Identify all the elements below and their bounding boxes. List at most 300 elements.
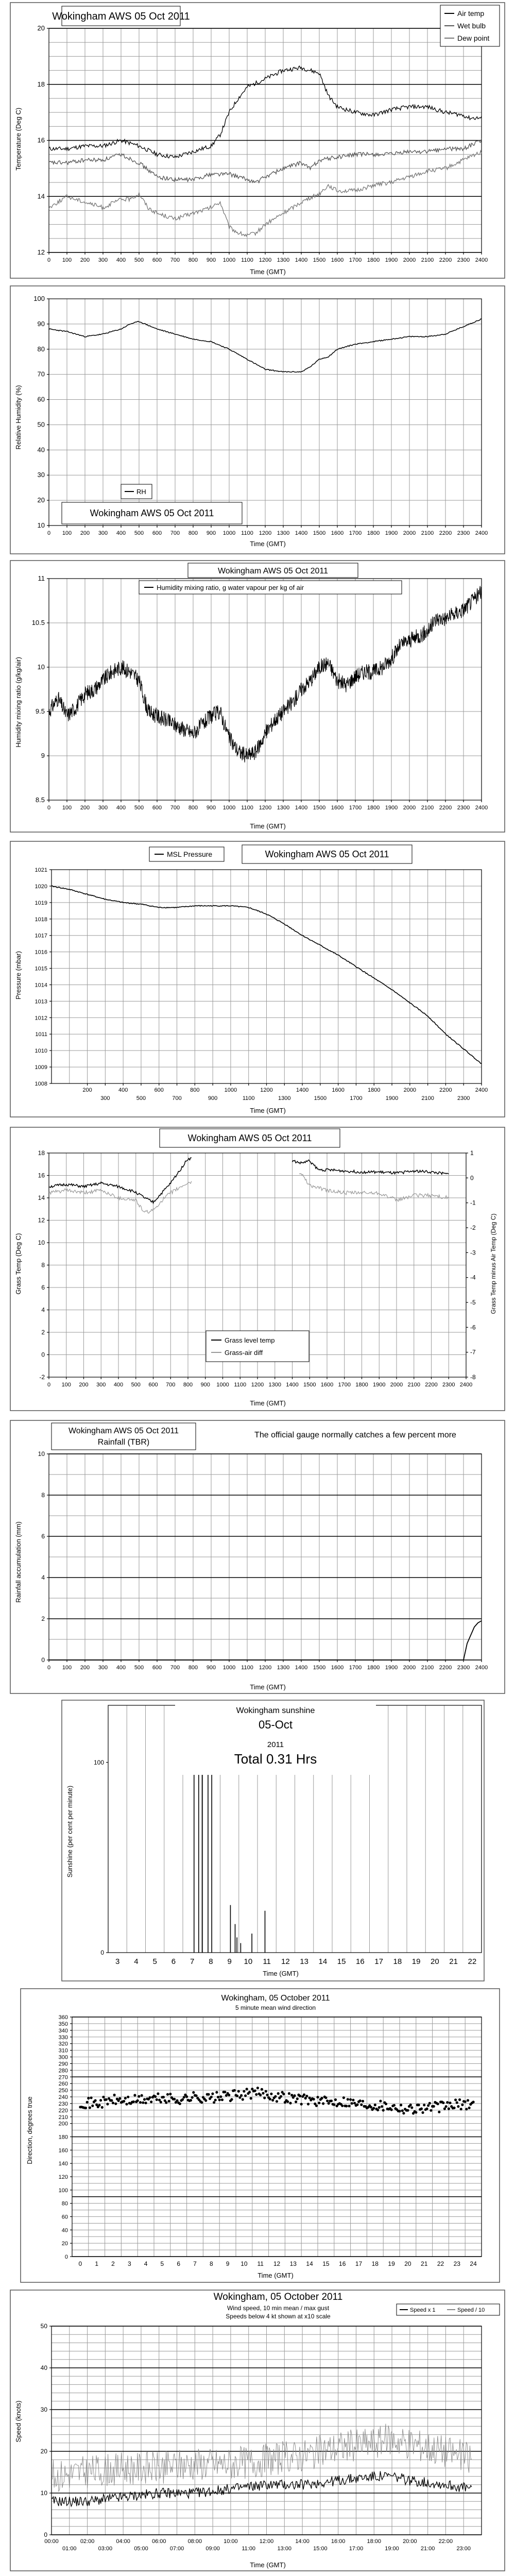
wind-direction-point	[233, 2089, 236, 2092]
x-tick-label: 1300	[277, 805, 290, 811]
x-tick-label: 1400	[286, 1382, 299, 1388]
wind-speed-legend	[397, 2304, 500, 2315]
wind-direction-point	[224, 2091, 226, 2093]
grass-temp-x-label: Time (GMT)	[250, 1399, 286, 1407]
y-tick-label: 200	[58, 2121, 68, 2127]
y-tick-label: 2	[41, 1329, 45, 1336]
x-tick-label: 900	[200, 1382, 210, 1388]
wind-direction-point	[261, 2088, 263, 2091]
wind-direction-point	[406, 2109, 409, 2112]
wind-direction-point	[263, 2096, 266, 2099]
x-tick-label: 400	[116, 257, 126, 263]
wind-direction-point	[381, 2105, 383, 2108]
x-tick-label: 100	[62, 530, 72, 536]
wind-direction-point	[307, 2103, 310, 2105]
x-tick-label: 900	[206, 530, 216, 536]
wind-direction-point	[423, 2104, 425, 2106]
wind-direction-subtitle: 5 minute mean wind direction	[235, 2004, 316, 2011]
x-tick-label: 06:00	[151, 2538, 166, 2545]
wind-direction-point	[349, 2098, 352, 2101]
x-tick-label: 1200	[259, 1665, 272, 1671]
wind-direction-point	[326, 2099, 329, 2102]
x-tick-label: 09:00	[205, 2546, 220, 2552]
x-tick-label: 2300	[457, 1095, 470, 1101]
x-tick-label: 800	[188, 805, 198, 811]
y-tick-label: 0	[41, 1656, 45, 1664]
mixing-ratio-title: Wokingham AWS 05 Oct 2011	[217, 567, 329, 575]
wind-direction-point	[207, 2093, 210, 2096]
x-tick-label: 400	[113, 1382, 124, 1388]
wind-direction-point	[150, 2100, 152, 2103]
x-tick-label: 700	[172, 1095, 182, 1101]
x-tick-label: 04:00	[116, 2538, 130, 2545]
wind-direction-point	[86, 2101, 89, 2104]
x-tick-label: 2300	[457, 530, 470, 536]
x-tick-label: 1700	[349, 1665, 362, 1671]
x-tick-label: 8	[209, 2260, 213, 2267]
x-tick-label: 1200	[260, 1087, 273, 1093]
x-tick-label: 300	[98, 530, 108, 536]
x-tick-label: 16	[339, 2260, 346, 2267]
x-tick-label: 13:00	[277, 2546, 292, 2552]
wind-direction-point	[99, 2099, 102, 2102]
wind-direction-point	[236, 2095, 238, 2097]
wind-direction-point	[347, 2098, 349, 2100]
x-tick-label: 14	[306, 2260, 313, 2267]
grass-temp-legend	[206, 1331, 309, 1362]
wind-direction-point	[280, 2095, 282, 2098]
x-tick-label: 23:00	[456, 2546, 471, 2552]
temperature-y-label: Temperature (Deg C)	[14, 107, 22, 171]
wind-direction-point	[352, 2099, 354, 2102]
wind-direction-point	[89, 2106, 91, 2109]
pressure-chart	[0, 839, 515, 1120]
y-tick-label: 310	[58, 2047, 68, 2054]
x-tick-label: 1000	[224, 1087, 237, 1093]
x-tick-label: 600	[152, 1665, 162, 1671]
wind-direction-point	[464, 2100, 467, 2103]
x-tick-label: 17:00	[349, 2546, 364, 2552]
x-tick-label: 16	[356, 1957, 365, 1966]
x-tick-label: 900	[206, 257, 216, 263]
x-tick-label: 1800	[367, 257, 380, 263]
x-tick-label: 15	[322, 2260, 330, 2267]
y-tick-label: 6	[41, 1533, 45, 1540]
wind-direction-point	[214, 2099, 217, 2102]
x-tick-label: 100	[62, 1665, 72, 1671]
x-tick-label: 500	[131, 1382, 141, 1388]
x-tick-label: 1400	[295, 1665, 308, 1671]
x-tick-label: 2200	[439, 805, 452, 811]
x-tick-label: 1200	[259, 530, 272, 536]
y-tick-label: 1017	[35, 933, 47, 939]
y-tick-label: 100	[33, 295, 45, 302]
x-tick-label: 1800	[368, 1087, 381, 1093]
wind-direction-point	[433, 2105, 435, 2108]
wind-direction-point	[262, 2092, 264, 2094]
sunshine-date: 05-Oct	[258, 1718, 293, 1731]
wind-direction-point	[320, 2097, 323, 2099]
wind-direction-point	[125, 2103, 128, 2106]
wind-direction-point	[87, 2097, 90, 2099]
x-tick-label: 700	[170, 805, 180, 811]
y-tick-label: 100	[93, 1758, 104, 1766]
y-tick-label: 250	[58, 2088, 68, 2094]
wind-direction-point	[270, 2093, 272, 2095]
x-tick-label: 1400	[295, 530, 308, 536]
y-tick-label: 340	[58, 2027, 68, 2034]
y-tick-label: 260	[58, 2081, 68, 2088]
wind-direction-point	[132, 2100, 135, 2103]
sunshine-x-label: Time (GMT)	[263, 1970, 299, 1977]
wind-direction-point	[256, 2087, 259, 2089]
legend-grass-temp: Grass level temp	[225, 1336, 275, 1344]
x-tick-label: 05:00	[134, 2546, 148, 2552]
x-tick-label: 800	[188, 1665, 198, 1671]
x-tick-label: 1300	[277, 530, 290, 536]
wind-direction-point	[102, 2096, 105, 2098]
wind-direction-point	[211, 2092, 214, 2095]
wind-direction-point	[228, 2094, 230, 2096]
x-tick-label: 03:00	[98, 2546, 113, 2552]
grass-temp-y2-label: Grass Temp minus Air Temp (Deg C)	[490, 1213, 497, 1314]
wind-direction-point	[372, 2107, 375, 2109]
y-tick-label: 0	[41, 1351, 45, 1359]
x-tick-label: 13	[300, 1957, 308, 1966]
wind-direction-point	[266, 2094, 268, 2096]
x-tick-label: 1000	[222, 805, 236, 811]
wind-direction-point	[296, 2097, 299, 2100]
y-tick-label: 80	[37, 345, 45, 353]
humidity-chart-panel	[0, 283, 515, 556]
y-tick-label: 1020	[35, 883, 47, 890]
x-tick-label: 1900	[385, 257, 398, 263]
y-tick-label: 18	[38, 1149, 45, 1157]
x-tick-label: 1400	[295, 257, 308, 263]
y-tick-label: 8	[41, 1261, 45, 1269]
x-tick-label: 1500	[303, 1382, 316, 1388]
x-tick-label: 13	[289, 2260, 297, 2267]
x-tick-label: 500	[134, 805, 144, 811]
wind-direction-point	[409, 2104, 412, 2106]
x-tick-label: 0	[78, 2260, 82, 2267]
x-tick-label: 1500	[314, 1095, 327, 1101]
x-tick-label: 1100	[242, 1095, 255, 1101]
wind-direction-point	[176, 2099, 178, 2102]
grass-temp-title: Wokingham AWS 05 Oct 2011	[187, 1133, 312, 1143]
x-tick-label: 200	[80, 530, 90, 536]
wind-direction-point	[437, 2103, 439, 2105]
wind-direction-point	[179, 2103, 181, 2105]
x-tick-label: 200	[80, 257, 90, 263]
x-tick-label: 21:00	[420, 2546, 435, 2552]
wind-direction-point	[421, 2111, 424, 2114]
x-tick-label: 1200	[259, 805, 272, 811]
wind-direction-point	[315, 2105, 318, 2107]
x-tick-label: 01:00	[62, 2546, 77, 2552]
y-tick-label: 100	[58, 2187, 68, 2194]
mixing-ratio-chart	[0, 558, 515, 835]
x-tick-label: 200	[80, 1665, 90, 1671]
wind-direction-point	[181, 2098, 184, 2101]
wind-direction-point	[360, 2104, 363, 2106]
y-tick-label: 1013	[35, 998, 47, 1005]
x-tick-label: 400	[116, 805, 126, 811]
y-tick-label: 1011	[35, 1031, 47, 1038]
y-tick-label: 1008	[35, 1081, 47, 1087]
wind-direction-point	[351, 2102, 353, 2105]
wind-direction-point	[244, 2094, 247, 2097]
x-tick-label: 0	[47, 805, 51, 811]
x-tick-label: 1100	[241, 257, 253, 263]
x-tick-label: 2400	[475, 805, 488, 811]
wind-direction-point	[149, 2096, 151, 2099]
y2-tick-label: -4	[470, 1274, 476, 1281]
wind-direction-point	[141, 2094, 143, 2097]
x-tick-label: 19:00	[385, 2546, 399, 2552]
x-tick-label: 6	[177, 2260, 181, 2267]
wind-speed-y-label: Speed (knots)	[14, 2400, 22, 2443]
x-tick-label: 15	[337, 1957, 346, 1966]
wind-direction-point	[240, 2094, 243, 2097]
x-tick-label: 9	[227, 1957, 232, 1966]
wind-direction-point	[362, 2100, 364, 2103]
x-tick-label: 2100	[421, 1665, 434, 1671]
wind-direction-point	[123, 2100, 125, 2103]
wind-direction-point	[322, 2102, 324, 2105]
wind-speed-x-label: Time (GMT)	[250, 2561, 286, 2569]
x-tick-label: 600	[148, 1382, 158, 1388]
y-tick-label: 11	[38, 574, 45, 582]
sunshine-y-label: Sunshine (per cent per minute)	[66, 1785, 74, 1878]
x-tick-label: 1300	[277, 257, 290, 263]
wind-direction-point	[138, 2095, 140, 2098]
wind-direction-point	[330, 2099, 333, 2102]
y-tick-label: 10	[38, 1239, 45, 1246]
x-tick-label: 400	[116, 1665, 126, 1671]
wind-direction-point	[154, 2095, 157, 2098]
x-tick-label: 2200	[439, 1087, 452, 1093]
y-tick-label: 40	[40, 2364, 47, 2371]
humidity-title: Wokingham AWS 05 Oct 2011	[90, 508, 214, 518]
x-tick-label: 100	[61, 1382, 71, 1388]
wind-direction-point	[160, 2101, 162, 2104]
rainfall-x-label: Time (GMT)	[250, 1683, 286, 1691]
y-tick-label: 14	[38, 1194, 45, 1201]
x-tick-label: 700	[170, 257, 180, 263]
wind-direction-point	[136, 2099, 139, 2102]
x-tick-label: 1300	[278, 1095, 291, 1101]
x-tick-label: 12:00	[259, 2538, 274, 2545]
x-tick-label: 2000	[390, 1382, 403, 1388]
wind-direction-point	[248, 2091, 251, 2093]
wind-direction-point	[410, 2106, 413, 2109]
wind-speed-chart	[0, 2287, 515, 2573]
x-tick-label: 1000	[216, 1382, 229, 1388]
x-tick-label: 1500	[313, 1665, 326, 1671]
x-tick-label: 2400	[475, 530, 488, 536]
y2-tick-label: -6	[470, 1324, 476, 1331]
x-tick-label: 10	[241, 2260, 248, 2267]
rainfall-chart-panel	[0, 1418, 515, 1696]
grass-temp-chart-panel	[0, 1125, 515, 1413]
x-tick-label: 1	[95, 2260, 99, 2267]
y-tick-label: 10	[40, 2489, 47, 2497]
wind-direction-point	[299, 2095, 301, 2097]
wind-direction-point	[454, 2098, 457, 2101]
y-tick-label: 40	[37, 446, 45, 454]
x-tick-label: 1900	[385, 1095, 399, 1101]
x-tick-label: 19	[411, 1957, 421, 1966]
x-tick-label: 15:00	[313, 2546, 328, 2552]
x-tick-label: 2100	[421, 1095, 434, 1101]
y-tick-label: 20	[37, 24, 45, 32]
y-tick-label: 360	[58, 2014, 68, 2021]
y-tick-label: 0	[44, 2531, 47, 2538]
x-tick-label: 10	[244, 1957, 253, 1966]
x-tick-label: 2100	[421, 530, 434, 536]
legend-air-temp: Air temp	[457, 9, 485, 18]
y-tick-label: 10	[38, 1450, 45, 1458]
y-tick-label: 1014	[35, 982, 47, 989]
x-tick-label: 800	[183, 1382, 193, 1388]
x-tick-label: 1100	[234, 1382, 247, 1388]
x-tick-label: 20	[404, 2260, 411, 2267]
sunshine-chart	[0, 1698, 515, 1984]
wind-direction-point	[333, 2104, 335, 2106]
wind-direction-point	[290, 2094, 293, 2096]
x-tick-label: 4	[144, 2260, 148, 2267]
wind-direction-point	[341, 2105, 344, 2107]
x-tick-label: 300	[100, 1095, 110, 1101]
x-tick-label: 2300	[457, 257, 470, 263]
sunshine-total: Total 0.31 Hrs	[234, 1751, 317, 1767]
x-tick-label: 08:00	[187, 2538, 202, 2545]
wind-direction-point	[427, 2104, 430, 2107]
temperature-chart-panel	[0, 0, 515, 281]
wind-direction-point	[237, 2090, 240, 2093]
y2-tick-label: -5	[470, 1299, 476, 1306]
wind-direction-point	[445, 2105, 448, 2108]
wind-direction-point	[342, 2096, 345, 2099]
x-tick-label: 700	[170, 530, 180, 536]
x-tick-label: 20	[431, 1957, 439, 1966]
x-tick-label: 2200	[439, 257, 452, 263]
wind-direction-y-label: Direction, degrees true	[26, 2096, 33, 2164]
x-tick-label: 1400	[296, 1087, 309, 1093]
wind-direction-point	[398, 2110, 401, 2112]
y-tick-label: 1010	[35, 1048, 47, 1055]
wind-direction-frame	[21, 1989, 500, 2282]
x-tick-label: 300	[96, 1382, 106, 1388]
wind-speed-title: Wokingham, 05 October 2011	[213, 2292, 343, 2302]
wind-direction-point	[334, 2098, 337, 2101]
wind-speed-subtitle2: Speeds below 4 kt shown at x10 scale	[226, 2313, 331, 2320]
x-tick-label: 2300	[457, 805, 470, 811]
x-tick-label: 1600	[331, 805, 344, 811]
x-tick-label: 100	[62, 257, 72, 263]
wind-direction-point	[313, 2098, 315, 2100]
wind-direction-point	[277, 2092, 280, 2095]
wind-direction-point	[91, 2105, 94, 2107]
wind-direction-point	[195, 2094, 198, 2097]
y-tick-label: 12	[38, 1216, 45, 1224]
x-tick-label: 700	[166, 1382, 176, 1388]
wind-speed-subtitle: Wind speed, 10 min mean / max gust	[227, 2304, 330, 2312]
x-tick-label: 5	[160, 2260, 164, 2267]
wind-direction-point	[305, 2095, 308, 2097]
x-tick-label: 1900	[385, 530, 398, 536]
wind-direction-point	[460, 2108, 462, 2110]
x-tick-label: 1900	[373, 1382, 386, 1388]
wind-direction-point	[442, 2102, 444, 2104]
x-tick-label: 9	[226, 2260, 230, 2267]
wind-direction-point	[318, 2102, 320, 2104]
wind-direction-point	[356, 2104, 358, 2106]
x-tick-label: 600	[152, 530, 162, 536]
x-tick-label: 400	[116, 530, 126, 536]
wind-direction-point	[145, 2102, 147, 2104]
y-tick-label: 60	[61, 2214, 68, 2221]
wind-direction-point	[274, 2095, 277, 2098]
sunshine-chart-panel	[0, 1698, 515, 1984]
wind-direction-point	[446, 2101, 449, 2104]
wind-speed-chart-panel	[0, 2287, 515, 2576]
wind-speed-frame	[10, 2290, 505, 2571]
wind-direction-point	[453, 2107, 455, 2109]
pressure-x-label: Time (GMT)	[250, 1107, 286, 1114]
mixing-ratio-y-label: Humidity mixing ratio (g/kg/air)	[14, 657, 22, 748]
x-tick-label: 1600	[331, 1665, 344, 1671]
y-tick-label: 330	[58, 2034, 68, 2041]
wind-direction-point	[114, 2103, 117, 2105]
grass-temp-chart	[0, 1125, 515, 1413]
x-tick-label: 11	[263, 1957, 271, 1966]
wind-direction-point	[345, 2105, 348, 2107]
x-tick-label: 2000	[403, 805, 416, 811]
wind-direction-point	[303, 2093, 305, 2096]
x-tick-label: 12	[281, 1957, 290, 1966]
y2-tick-label: -2	[470, 1224, 476, 1231]
wind-direction-point	[430, 2109, 432, 2112]
y-tick-label: 70	[37, 370, 45, 378]
y-tick-label: 230	[58, 2100, 68, 2107]
wind-direction-point	[393, 2104, 396, 2107]
x-tick-label: 0	[47, 530, 51, 536]
mixing-ratio-x-label: Time (GMT)	[250, 822, 286, 830]
wind-direction-point	[457, 2105, 459, 2108]
wind-direction-point	[472, 2100, 475, 2103]
wind-direction-point	[127, 2096, 129, 2098]
x-tick-label: 2300	[457, 1665, 470, 1671]
x-tick-label: 2000	[403, 1087, 417, 1093]
x-tick-label: 500	[134, 257, 144, 263]
wind-direction-point	[401, 2109, 404, 2112]
y-tick-label: 290	[58, 2061, 68, 2067]
wind-direction-point	[221, 2098, 224, 2101]
x-tick-label: 1500	[313, 530, 326, 536]
x-tick-label: 1700	[349, 530, 362, 536]
wind-direction-point	[250, 2097, 252, 2099]
wind-direction-point	[443, 2107, 446, 2110]
x-tick-label: 1600	[320, 1382, 334, 1388]
x-tick-label: 1700	[350, 1095, 363, 1101]
x-tick-label: 2300	[442, 1382, 455, 1388]
y-tick-label: 2	[41, 1615, 45, 1622]
x-tick-label: 1500	[313, 805, 326, 811]
wind-direction-point	[101, 2106, 104, 2109]
wind-direction-point	[324, 2096, 327, 2099]
